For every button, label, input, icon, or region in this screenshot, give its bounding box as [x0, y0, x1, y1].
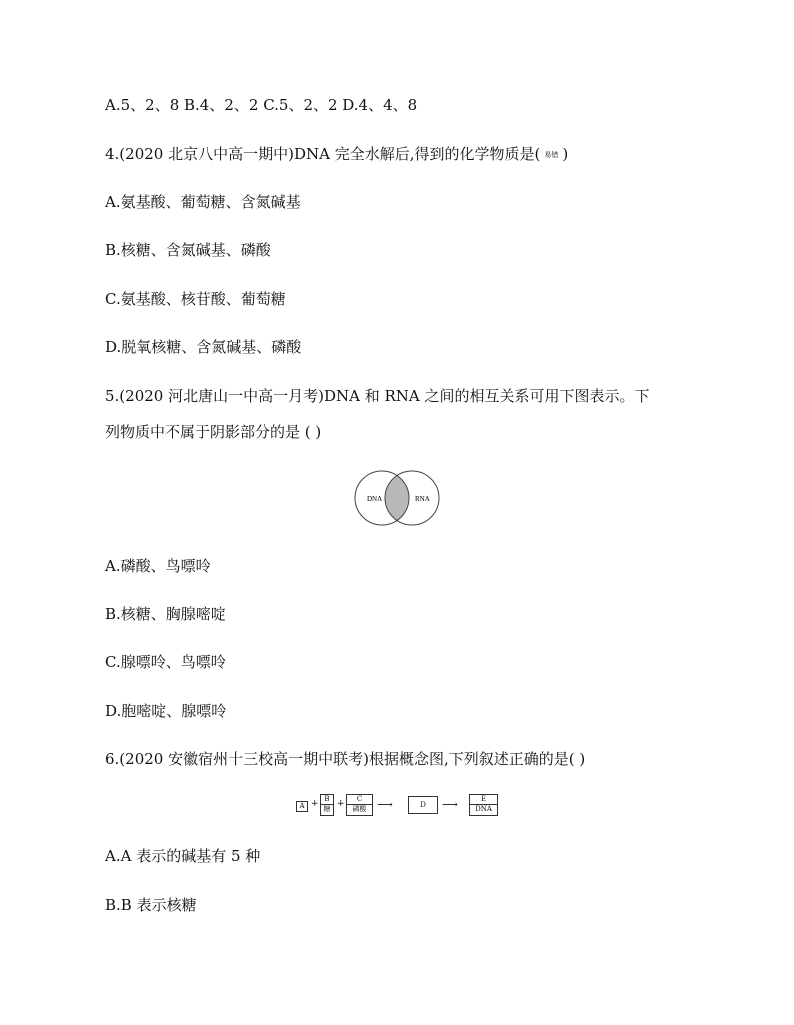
- concept-box-e-letter: E: [480, 795, 487, 803]
- q5-option-a: A.磷酸、鸟嘌呤: [105, 557, 211, 575]
- q6-option-a: A.A 表示的碱基有 5 种: [105, 847, 261, 865]
- q4-stem: [105, 144, 568, 165]
- concept-box-e: [469, 794, 498, 816]
- venn-diagram: [352, 470, 444, 526]
- concept-box-b-letter: B: [324, 795, 330, 803]
- q6-stem: 6.(2020 安徽宿州十三校高一期中联考)根据概念图,下列叙述正确的是( ): [105, 750, 586, 768]
- q4-option-a: A.氨基酸、葡萄糖、含氮碱基: [105, 193, 301, 211]
- venn-label-rna: RNA: [415, 495, 430, 503]
- arrow-2: ⟶: [442, 798, 458, 811]
- concept-box-b-label: 糖: [321, 804, 333, 813]
- q4-option-b: B.核糖、含氮碱基、磷酸: [105, 241, 271, 259]
- q4-stem-close: ): [562, 145, 569, 163]
- plus-sign-1: +: [311, 799, 319, 809]
- q5-option-d: D.胞嘧啶、腺嘌呤: [105, 702, 227, 720]
- q4-option-d: D.脱氧核糖、含氮碱基、磷酸: [105, 338, 302, 356]
- concept-box-c-letter: C: [356, 795, 363, 803]
- concept-box-a: A: [296, 801, 308, 812]
- concept-box-e-label: DNA: [470, 804, 497, 813]
- concept-box-c-label: 磷酸: [347, 804, 372, 813]
- arrow-1: ⟶: [377, 798, 393, 811]
- venn-label-dna: DNA: [367, 495, 383, 503]
- q5-option-b: B.核糖、胸腺嘧啶: [105, 605, 226, 623]
- plus-sign-2: +: [337, 799, 345, 809]
- q4-option-c: C.氨基酸、核苷酸、葡萄糖: [105, 290, 286, 308]
- q5-option-c: C.腺嘌呤、鸟嘌呤: [105, 653, 226, 671]
- concept-box-d: D: [408, 796, 438, 814]
- difficulty-tag: 易错: [544, 151, 559, 159]
- q5-stem-line2: 列物质中不属于阴影部分的是 ( ): [105, 423, 322, 441]
- concept-box-b: [320, 794, 334, 816]
- q5-stem-line1: 5.(2020 河北唐山一中高一月考)DNA 和 RNA 之间的相互关系可用下图表示。下: [105, 387, 650, 405]
- q3-options: A.5、2、8 B.4、2、2 C.5、2、2 D.4、4、8: [105, 96, 418, 114]
- q4-stem-text: 4.(2020 北京八中高一期中)DNA 完全水解后,得到的化学物质是(: [105, 145, 541, 163]
- concept-box-c: [346, 794, 373, 816]
- q6-option-b: B.B 表示核糖: [105, 896, 197, 914]
- concept-map: [292, 792, 502, 818]
